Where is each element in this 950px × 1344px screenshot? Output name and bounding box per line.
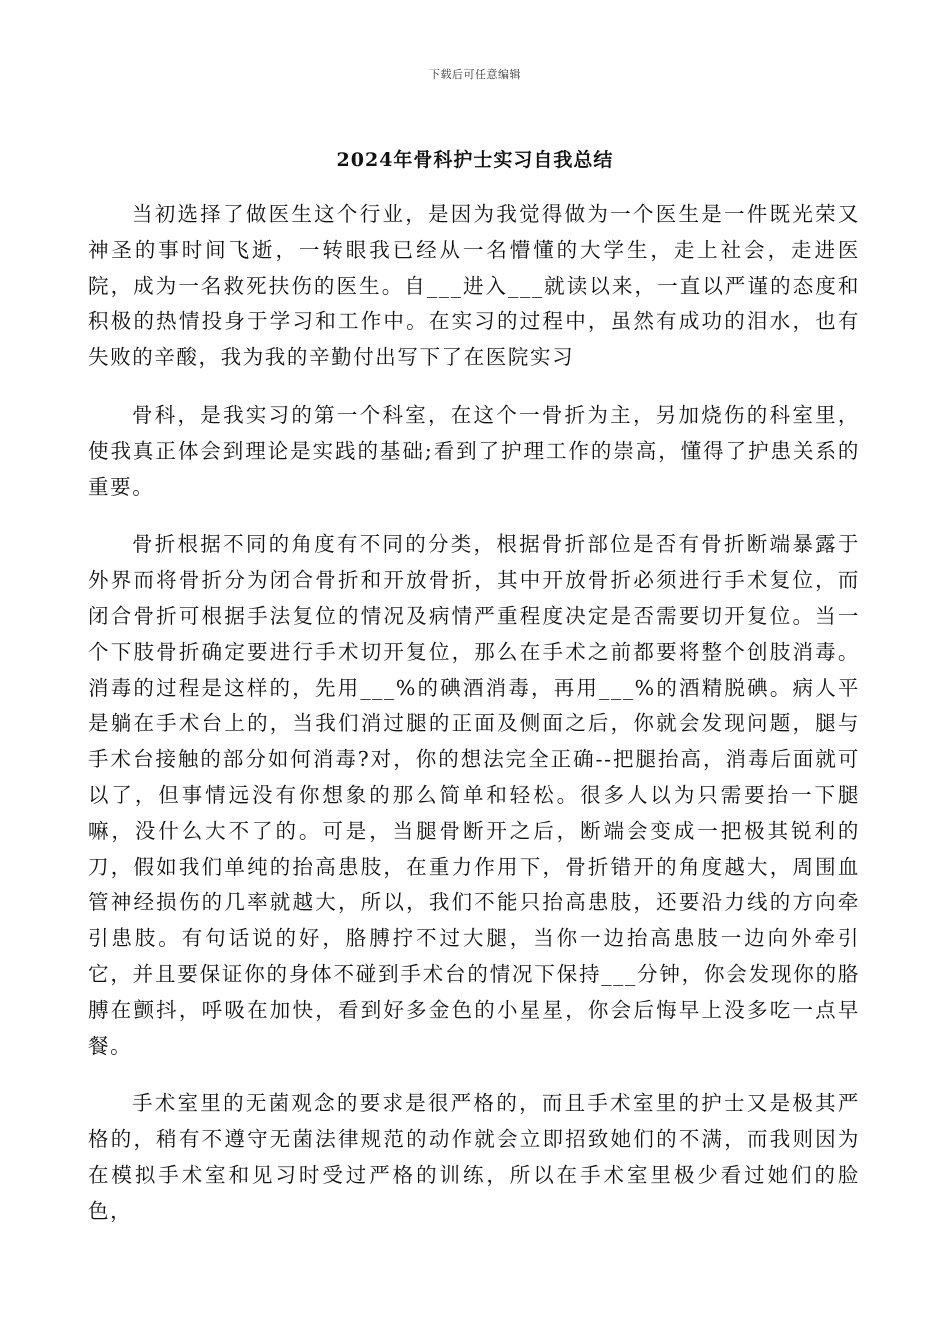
page-header-note: 下载后可任意编辑	[429, 68, 521, 81]
paragraph-operating-room: 手术室里的无菌观念的要求是很严格的，而且手术室里的护士又是极其严格的，稍有不遵守无菌法律规范的动作就会立即招致她们的不满，而我则因为在模拟手术室和见习时受过严格的训练，所以在手术室里极少看过她们的脸色，	[88, 1091, 860, 1223]
document-body	[88, 197, 860, 1252]
paragraph-orthopedics: 骨科，是我实习的第一个科室，在这个一骨折为主，另加烧伤的科室里，使我真正体会到理论是实践的基础;看到了护理工作的崇高，懂得了护患关系的重要。	[88, 402, 860, 499]
document-title: 2024年骨科护士实习自我总结	[336, 149, 614, 171]
paragraph-intro: 当初选择了做医生这个行业，是因为我觉得做为一个医生是一件既光荣又神圣的事时间飞逝，一转眼我已经从一名懵懂的大学生，走上社会，走进医院，成为一名救死扶伤的医生。自___进入___就读以来，一直以严谨的态度和积极的热情投身于学习和工作中。在实习的过程中，虽然有成功的泪水，也有失败的辛酸，我为我的辛勤付出写下了在医院实习	[88, 202, 860, 370]
paragraph-fracture: 骨折根据不同的角度有不同的分类，根据骨折部位是否有骨折断端暴露于外界而将骨折分为闭合骨折和开放骨折，其中开放骨折必须进行手术复位，而闭合骨折可根据手法复位的情况及病情严重程度决定是否需要切开复位。当一个下肢骨折确定要进行手术切开复位，那么在手术之前都要将整个创肢消毒。消毒的过程是这样的，先用___%的碘酒消毒，再用___%的酒精脱碘。病人平是躺在手术台上的，当我们消过腿的正面及侧面之后，你就会发现问题，腿与手术台接触的部分如何消毒?对，你的想法完全正确--把腿抬高，消毒后面就可以了，但事情远没有你想象的那么简单和轻松。很多人以为只需要抬一下腿嘛，没什么大不了的。可是，当腿骨断开之后，断端会变成一把极其锐利的刀，假如我们单纯的抬高患肢，在重力作用下，骨折错开的角度越大，周围血管神经损伤的几率就越大，所以，我们不能只抬高患肢，还要沿力线的方向牵引患肢。有句话说的好，胳膊拧不过大腿，当你一边抬高患肢一边向外牵引它，并且要保证你的身体不碰到手术台的情况下保持___分钟，你会发现你的胳膊在颤抖，呼吸在加快，看到好多金色的小星星，你会后悔早上没多吃一点早餐。	[88, 532, 860, 1058]
